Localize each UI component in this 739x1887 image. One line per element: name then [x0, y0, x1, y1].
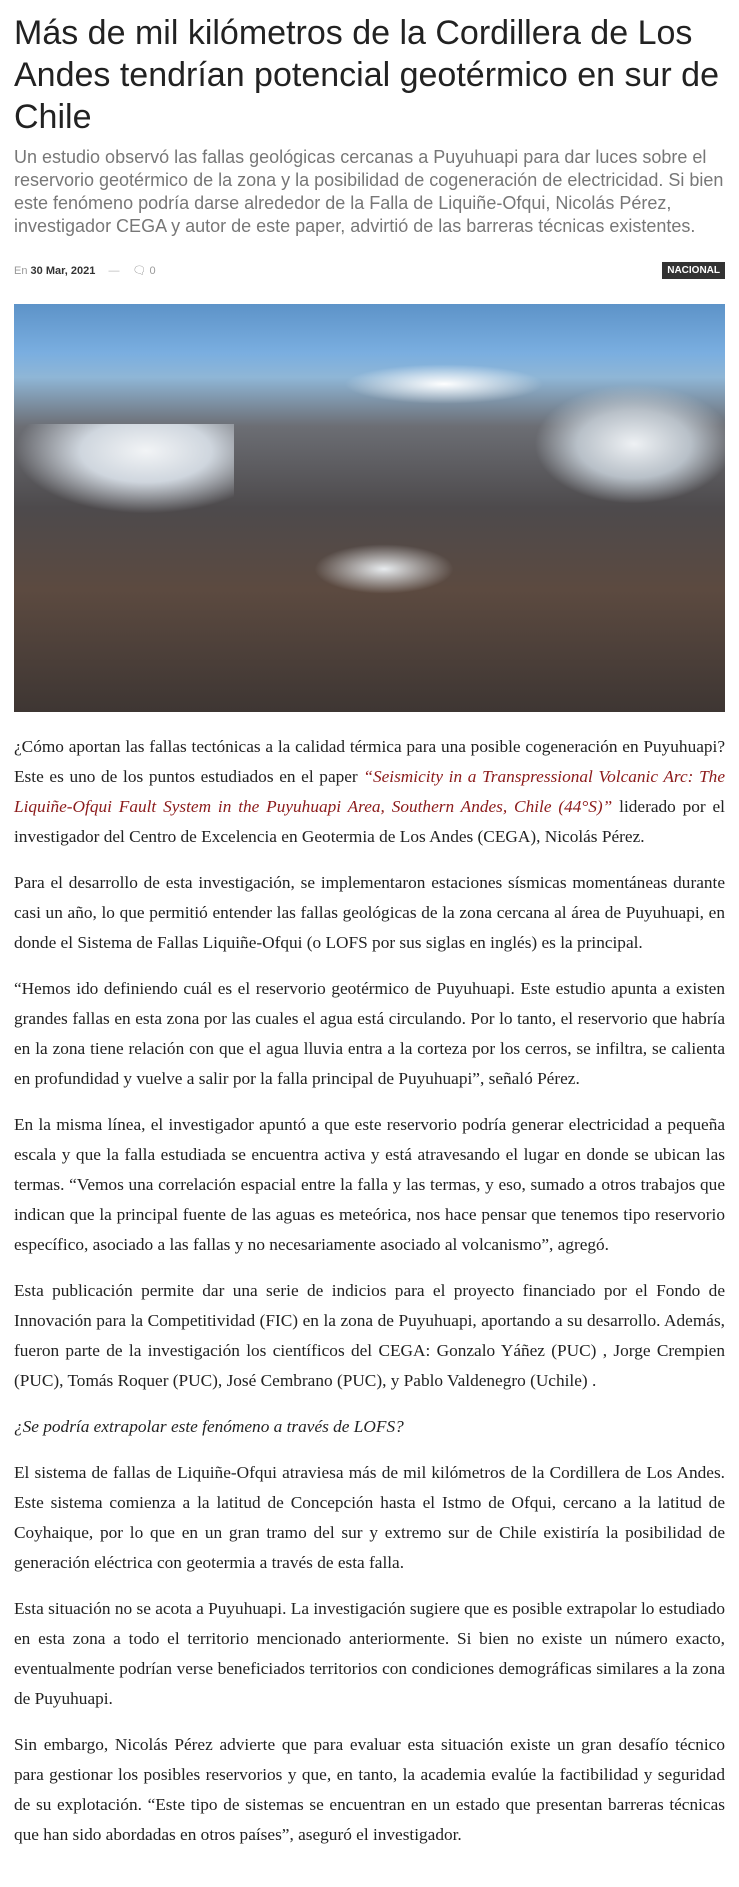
subheading: ¿Se podría extrapolar este fenómeno a través de LOFS?: [14, 1417, 404, 1436]
publish-date[interactable]: 30 Mar, 2021: [30, 264, 96, 277]
comment-icon: 🗨: [132, 264, 147, 277]
paragraph: “Hemos ido definiendo cuál es el reservorio geotérmico de Puyuhuapi. Este estudio apunta a existen grandes fallas en esta zona por las cuales el agua está circulando. Por lo tanto, el reservorio que habría en la zona tiene relación con que el agua lluvia entra a la corteza por los cerros, se infiltra, se calienta en profundidad y vuelve a salir por la falla principal de Puyuhuapi”, señaló Pérez.: [14, 979, 725, 1088]
paper-link[interactable]: “Seismicity in a Transpressional Volcanic Arc: The Liquiñe-Ofqui Fault System in the Puyuhuapi Area, Southern Andes, Chile (44°S)”: [14, 767, 725, 816]
paragraph: Para el desarrollo de esta investigación, se implementaron estaciones sísmicas momentáneas durante casi un año, lo que permitió entender las fallas geológicas de la zona cercana al área de Puyuhuapi, en donde el Sistema de Fallas Liquiñe-Ofqui (o LOFS por sus siglas en inglés) es la principal.: [14, 873, 725, 952]
hero-image-andes-mountains: [14, 304, 725, 712]
article-lead: Un estudio observó las fallas geológicas cercanas a Puyuhuapi para dar luces sobre el reservorio geotérmico de la zona y la posibilidad de cogeneración de electricidad. Si bien este fenómeno podría darse alrededor de la Falla de Liquiñe-Ofqui, Nicolás Pérez, investigador CEGA y autor de este paper, advirtió de las barreras técnicas existentes.: [14, 147, 724, 236]
comment-count: 0: [149, 264, 156, 277]
meta-separator: —: [108, 264, 120, 277]
category-badge[interactable]: NACIONAL: [662, 262, 725, 279]
comments-link[interactable]: [133, 265, 156, 277]
article-meta: [14, 260, 725, 280]
paragraph: ¿Cómo aportan las fallas tectónicas a la calidad térmica para una posible cogeneración en Puyuhuapi? Este es uno de los puntos estudiados en el paper “Seismicity in a Transpressional Volcanic Arc: The Liquiñe-Ofqui Fault System in the Puyuhuapi Area, Southern Andes, Chile (44°S)” liderado por el investigador del Centro de Excelencia en Geotermia de Los Andes (CEGA), Nicolás Pérez.: [14, 737, 725, 846]
paragraph: Esta publicación permite dar una serie de indicios para el proyecto financiado por el Fondo de Innovación para la Competitividad (FIC) en la zona de Puyuhuapi, aportando a su desarrollo. Además, fueron parte de la investigación los científicos del CEGA: Gonzalo Yáñez (PUC) , Jorge Crempien (PUC), Tomás Roquer (PUC), José Cembrano (PUC), y Pablo Valdenegro (Uchile) .: [14, 1281, 725, 1390]
article-title: Más de mil kilómetros de la Cordillera de Los Andes tendrían potencial geotérmico en sur de Chile: [14, 14, 720, 136]
date-prefix: En: [14, 264, 28, 277]
paragraph: El sistema de fallas de Liquiñe-Ofqui atraviesa más de mil kilómetros de la Cordillera de Los Andes. Este sistema comienza a la latitud de Concepción hasta el Istmo de Ofqui, cercano a la latitud de Coyhaique, por lo que en un gran tramo del sur y extremo sur de Chile existiría la posibilidad de generación eléctrica con geotermia a través de esta falla.: [14, 1463, 725, 1572]
article: [0, 12, 739, 1850]
paragraph: En la misma línea, el investigador apuntó a que este reservorio podría generar electricidad a pequeña escala y que la falla estudiada se encuentra activa y está atravesando el lugar en donde se ubican las termas. “Vemos una correlación espacial entre la falla y las termas, y eso, sumado a otros trabajos que indican que la principal fuente de las aguas es meteórica, nos hace pensar que tenemos tipo reservorio específico, asociado a las fallas y no necesariamente asociado al volcanismo”, agregó.: [14, 1115, 725, 1254]
paragraph: Sin embargo, Nicolás Pérez advierte que para evaluar esta situación existe un gran desafío técnico para gestionar los posibles reservorios y que, en tanto, la academia evalúe la factibilidad y seguridad de su explotación. “Este tipo de sistemas se encuentran en un estado que presentan barreras técnicas que han sido abordadas en otros países”, aseguró el investigador.: [14, 1735, 725, 1844]
paragraph: Esta situación no se acota a Puyuhuapi. La investigación sugiere que es posible extrapolar lo estudiado en esta zona a todo el territorio mencionado anteriormente. Si bien no existe un número exacto, eventualmente podrían verse beneficiados territorios con condiciones demográficas similares a la zona de Puyuhuapi.: [14, 1599, 725, 1708]
